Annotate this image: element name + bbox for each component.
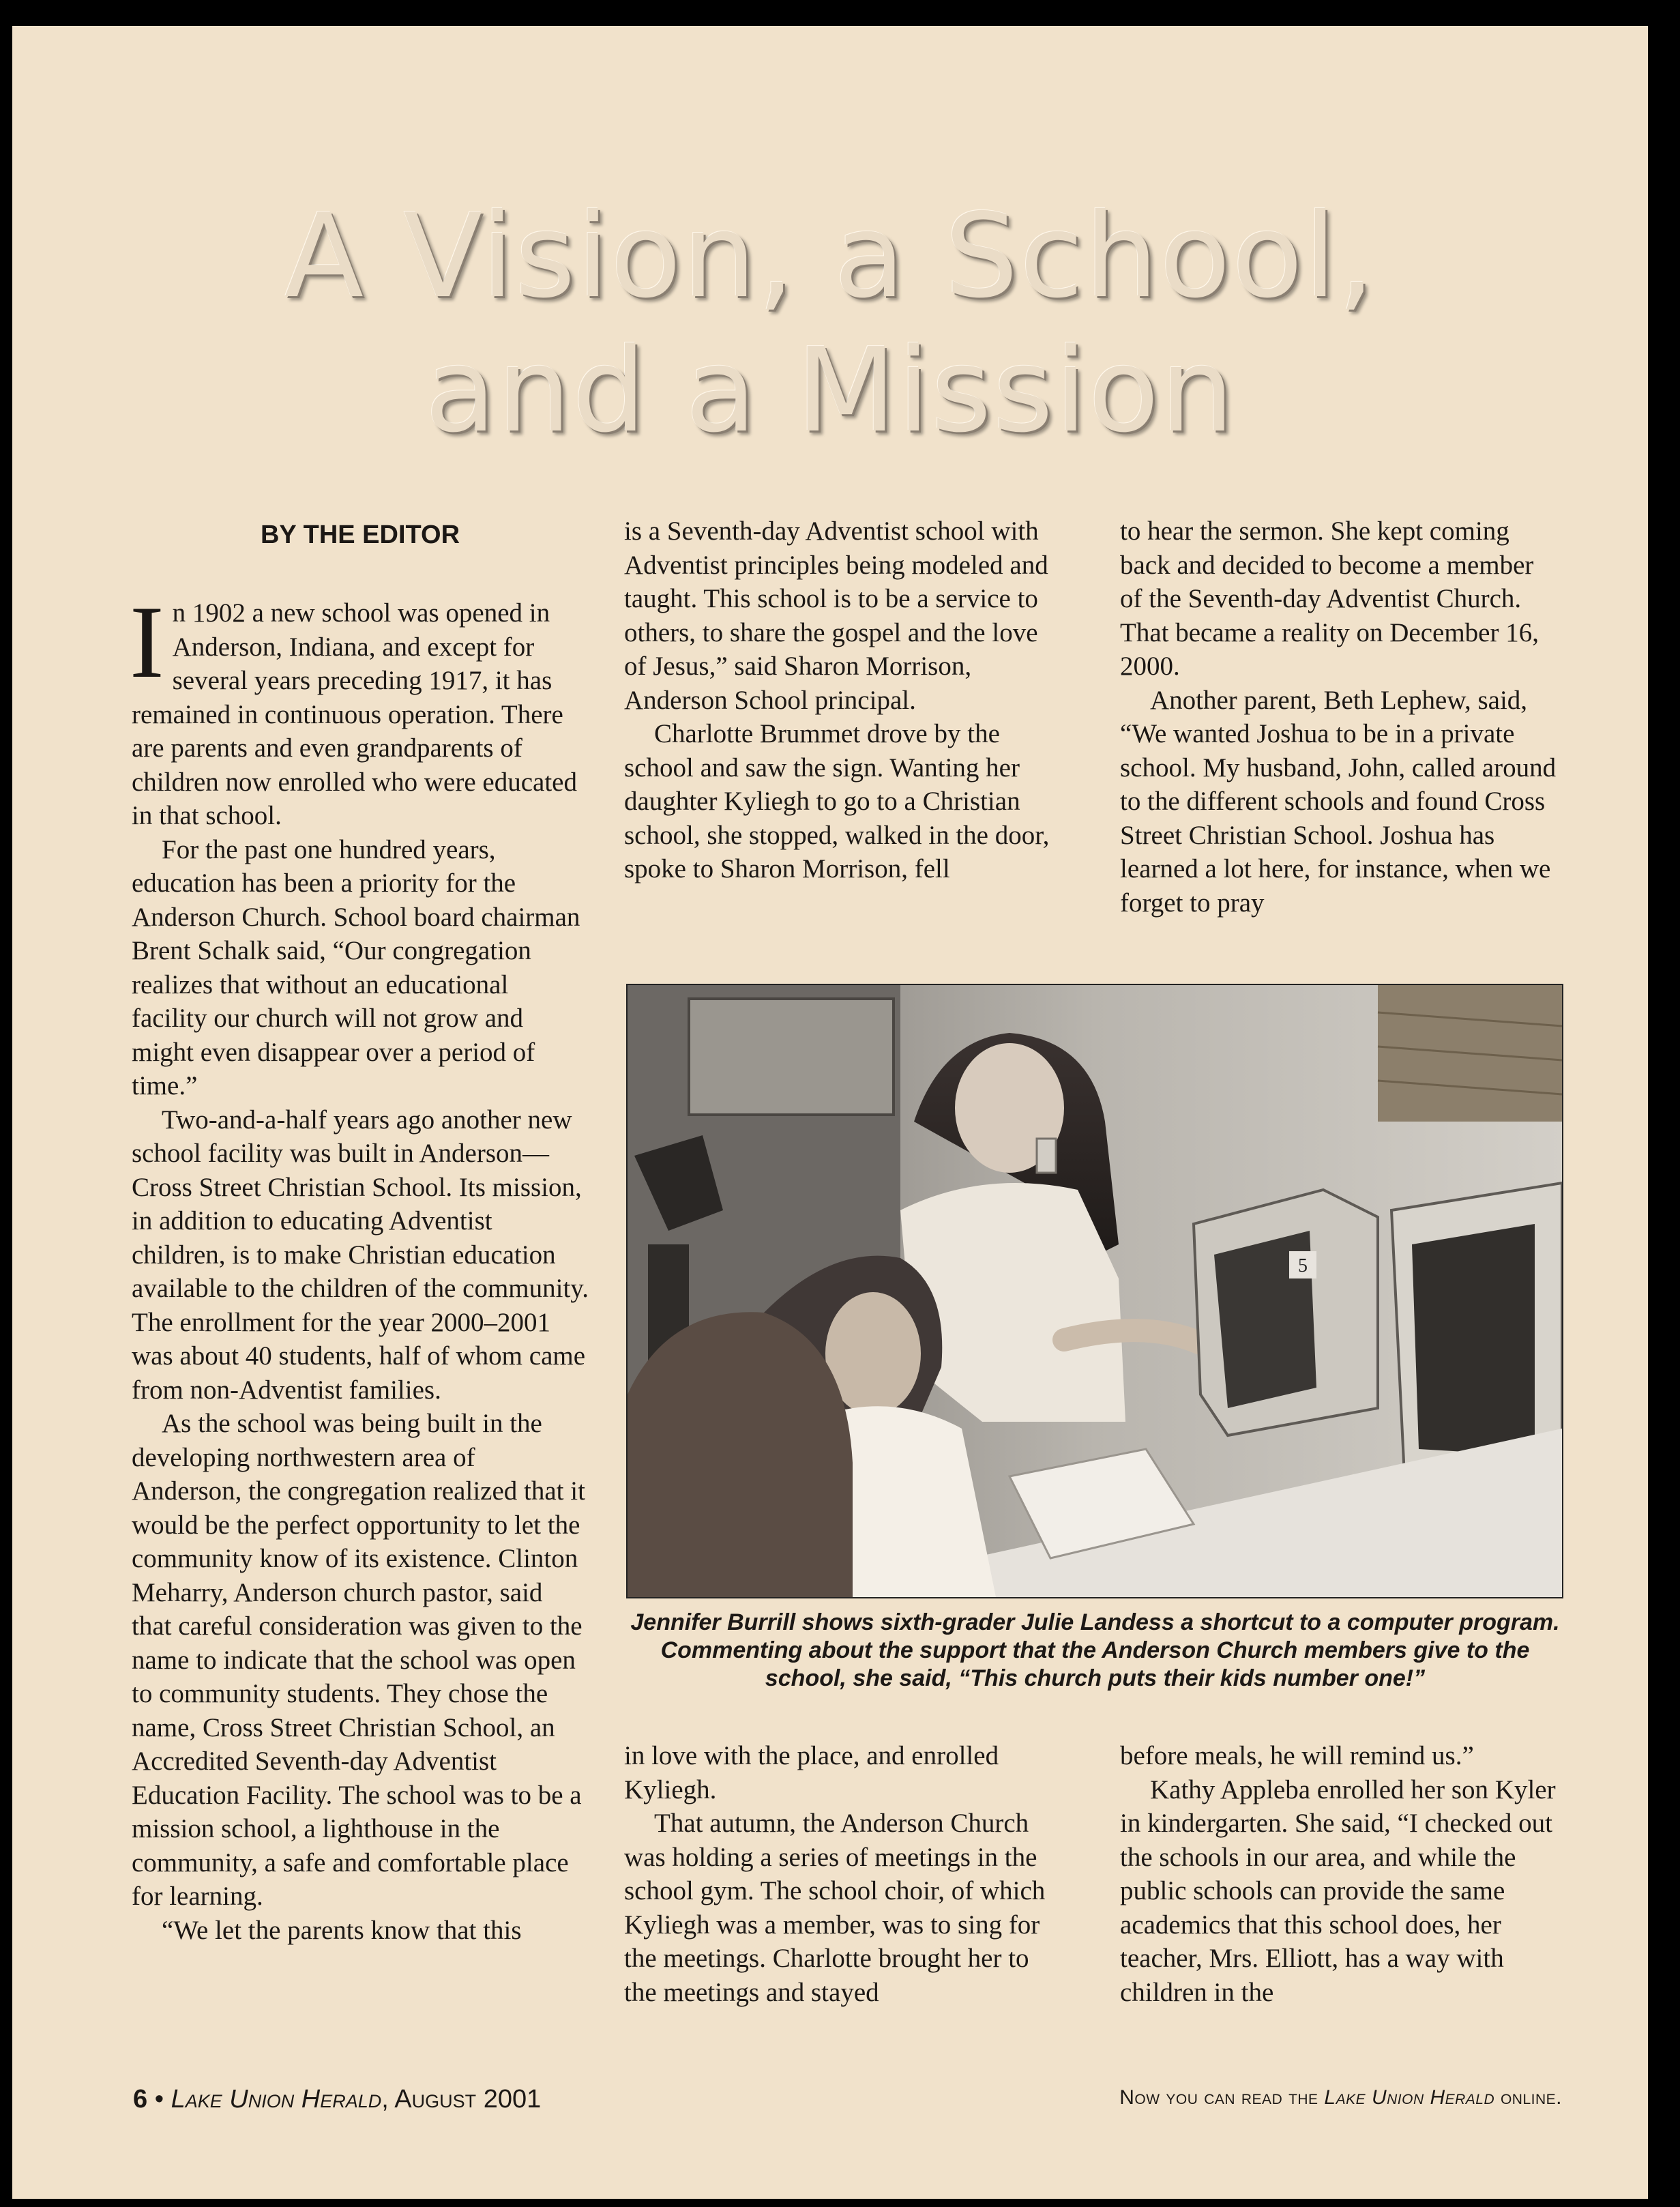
paragraph: in love with the place, and enrolled Kyliegh. — [624, 1741, 999, 1804]
paragraph: “We let the parents know that this — [162, 1915, 522, 1945]
title-line-2: and a Mission — [424, 323, 1236, 459]
paragraph: As the school was being built in the developing northwestern area of Anderson, the congregation realized that it would be the perfect opportunity to let the community know of its existence. Clinton Meharry, Anderson church pastor, said that careful consideration was given to the name to indicate that the school was open to community students. They chose the name, Cross Street Christian School, an Accredited Seventh-day Adventist Education Facility. The school was to be a mission school, a lighthouse in the community, a safe and comfortable place for learning. — [132, 1409, 585, 1911]
column-3-bottom — [1120, 1739, 1557, 2009]
paragraph: For the past one hundred years, education has been a priority for the Anderson Church. School board chairman Brent Schalk said, “Our congregation realizes that without an educational facility our church will not grow and might even disappear over a period of time.” — [132, 834, 580, 1100]
issue-date: , August 2001 — [381, 2085, 542, 2114]
title-line-1: A Vision, a School, — [284, 189, 1376, 324]
footer-bullet: • — [154, 2085, 164, 2114]
online-notice-suffix: online. — [1494, 2086, 1562, 2109]
photo-illustration — [628, 985, 1562, 1597]
paragraph: In 1902 a new school was opened in Anderson, Indiana, and except for several years preceding 1917, it has remained in continuous operation. There are parents and even grandparents of children now enrolled who were educated in that school. — [130, 585, 577, 830]
page-number: 6 — [133, 2085, 148, 2114]
column-2-top — [624, 514, 1061, 886]
byline: BY THE EDITOR — [260, 521, 460, 549]
paragraph: Charlotte Brummet drove by the school and saw the sign. Wanting her daughter Kyliegh to go to a Christian school, she stopped, walked in the door, spoke to Sharon Morrison, fell — [624, 719, 1050, 883]
paragraph: Another parent, Beth Lephew, said, “We wanted Joshua to be in a private school. My husband, John, called around to the different schools and found Cross Street Christian School. Joshua has learned a lot here, for instance, when we forget to pray — [1120, 685, 1557, 918]
publication-name: Lake Union Herald — [171, 2085, 382, 2114]
paragraph: That autumn, the Anderson Church was holding a series of meetings in the school gym. The school choir, of which Kyliegh was a member, was to sing for the meetings. Charlotte brought her to the meetings and stayed — [624, 1809, 1046, 2007]
paragraph: Two-and-a-half years ago another new school facility was built in Anderson—Cross Street Christian School. Its mission, in addition to educating Adventist children, is to make Christian education available to the children of the community. The enrollment for the year 2000–2001 was about 40 students, half of whom came from non-Adventist families. — [132, 1105, 589, 1405]
photo-caption: Jennifer Burrill shows sixth-grader Julie Landess a shortcut to a computer program. Commenting about the support that the Anderson Church members give to the school, she said, “This church puts their kids number one!” — [630, 1609, 1560, 1691]
drop-cap: I — [130, 585, 164, 699]
footer-online-notice — [1119, 2086, 1562, 2109]
online-notice-publication: Lake Union Herald — [1324, 2086, 1495, 2109]
column-2-bottom — [624, 1739, 1061, 2009]
paragraph: is a Seventh-day Adventist school with Adventist principles being modeled and taught. This school is to be a service to others, to share the gospel and the love of Jesus,” said Sharon Morrison, Anderson School principal. — [624, 516, 1048, 715]
classroom-photo — [626, 984, 1563, 1598]
article-title — [12, 190, 1648, 458]
column-1 — [130, 585, 589, 1947]
online-notice-text: Now you can read the — [1119, 2086, 1325, 2109]
paragraph: before meals, he will remind us.” — [1120, 1741, 1474, 1770]
column-3-top — [1120, 514, 1557, 920]
monitor-number: 5 — [1298, 1255, 1308, 1276]
paragraph: to hear the sermon. She kept coming back and decided to become a member of the Seventh-day Adventist Church. That became a reality on December 16, 2000. — [1120, 516, 1539, 681]
paragraph: Kathy Appleba enrolled her son Kyler in kindergarten. She said, “I checked out the schools in our area, and while the public schools can provide the same academics that this school does, her teacher, Mrs. Elliott, has a way with children in the — [1120, 1774, 1556, 2007]
footer-folio — [133, 2085, 541, 2114]
magazine-page — [12, 26, 1648, 2199]
